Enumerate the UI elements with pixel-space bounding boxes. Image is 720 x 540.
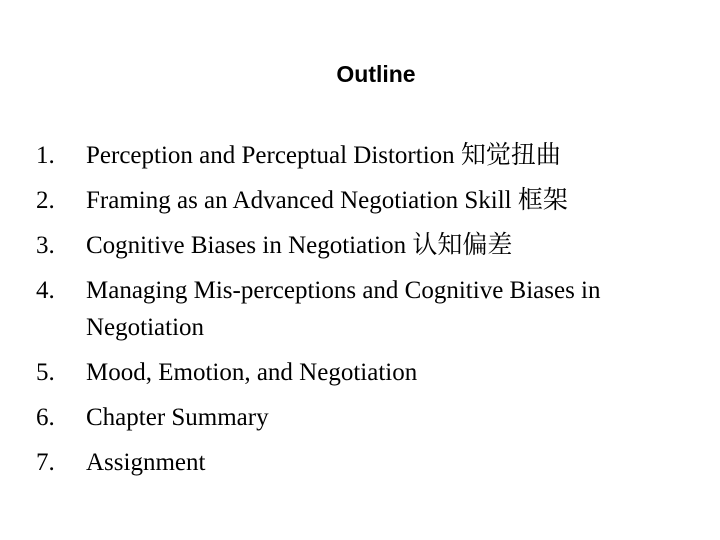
item-text: Chapter Summary	[86, 404, 269, 431]
item-text: Assignment	[86, 449, 206, 476]
item-number: 3.	[36, 232, 55, 259]
outline-item-1	[36, 137, 696, 174]
item-text: Framing as an Advanced Negotiation Skill 框架	[86, 187, 568, 214]
item-number: 1.	[36, 142, 55, 169]
outline-item-2	[36, 182, 696, 219]
item-text: Cognitive Biases in Negotiation 认知偏差	[86, 232, 513, 259]
item-number: 5.	[36, 359, 55, 386]
outline-item-4	[36, 272, 696, 346]
outline-item-6	[36, 399, 696, 436]
item-number: 2.	[36, 187, 55, 214]
item-number: 4.	[36, 277, 55, 304]
item-number: 7.	[36, 449, 55, 476]
slide-title: Outline	[336, 61, 416, 87]
outline-item-3	[36, 227, 696, 264]
item-text: Managing Mis-perceptions and Cognitive Biases in Negotiation	[86, 277, 601, 341]
outline-item-5	[36, 354, 696, 391]
outline-list	[36, 137, 696, 489]
outline-item-7	[36, 444, 696, 481]
item-number: 6.	[36, 404, 55, 431]
item-text: Perception and Perceptual Distortion 知觉扭曲	[86, 142, 561, 169]
item-text: Mood, Emotion, and Negotiation	[86, 359, 418, 386]
